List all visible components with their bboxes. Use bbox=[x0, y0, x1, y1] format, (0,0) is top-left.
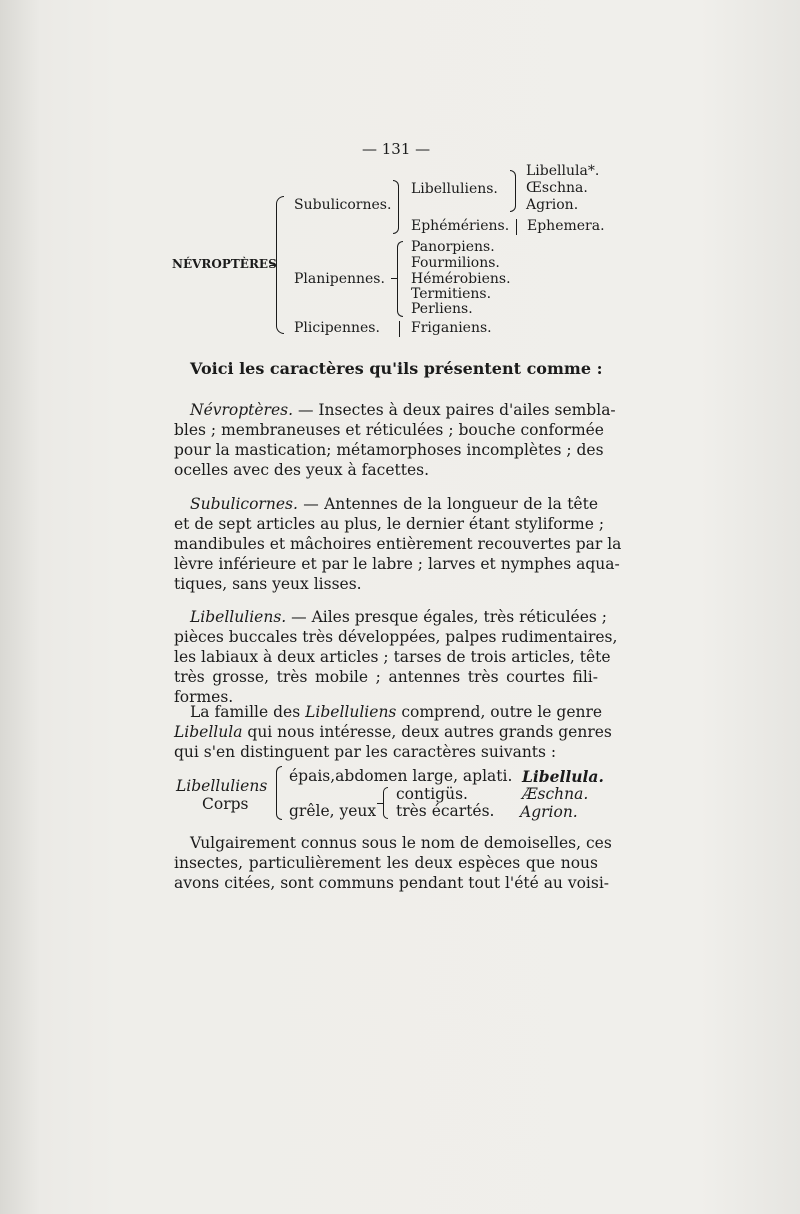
tree-ephemeriens: Ephémériens. bbox=[411, 218, 510, 234]
tree-planipennes: Planipennes. bbox=[294, 271, 385, 287]
paragraph-line bbox=[190, 494, 598, 515]
paragraph-line: insectes, particulièrement les deux espèces que nous bbox=[174, 854, 598, 872]
paragraph-line: formes. bbox=[174, 688, 234, 706]
key-yeux-brace-point bbox=[377, 803, 383, 804]
term-libelluliens: Libelluliens. bbox=[190, 608, 287, 626]
key-left-brace bbox=[276, 766, 282, 820]
line-text: — Insectes à deux paires d'ailes sembla- bbox=[297, 401, 616, 419]
ephemeriens-bar bbox=[516, 219, 517, 235]
paragraph-line bbox=[190, 702, 603, 723]
tree-perliens: Perliens. bbox=[411, 301, 473, 317]
key-yeux-brace bbox=[383, 787, 388, 819]
line-text: qui nous intéresse, deux autres grands genres bbox=[247, 723, 612, 741]
root-brace-point bbox=[270, 265, 276, 266]
plicipennes-bar bbox=[399, 321, 400, 337]
line-text: comprend, outre le genre bbox=[401, 703, 603, 721]
paragraph-line: ocelles avec des yeux à facettes. bbox=[174, 461, 430, 479]
term-libelluliens-inline: Libelluliens bbox=[305, 703, 397, 721]
paragraph-line: Vulgairement connus sous le nom de demoiselles, ces bbox=[190, 834, 612, 852]
tree-libelluliens: Libelluliens. bbox=[411, 181, 498, 197]
tree-genus-libellula: Libellula*. bbox=[526, 163, 600, 179]
tree-genus-oeschna: Œschna. bbox=[526, 180, 588, 196]
paragraph-line: mandibules et mâchoires entièrement recouvertes par la bbox=[174, 535, 622, 553]
key-row-grele: grêle, yeux bbox=[289, 802, 377, 820]
paragraph-line: lèvre inférieure et par le labre ; larves et nymphes aqua- bbox=[174, 555, 620, 573]
line-text: — Antennes de la longueur de la tête bbox=[303, 495, 598, 513]
line-text: — Ailes presque égales, très réticulées ; bbox=[291, 608, 607, 626]
paragraph-line: tiques, sans yeux lisses. bbox=[174, 575, 362, 593]
tree-genus-agrion: Agrion. bbox=[526, 197, 579, 213]
key-genus-agrion: Agrion. bbox=[520, 803, 578, 821]
paragraph-line: et de sept articles au plus, le dernier étant styliforme ; bbox=[174, 515, 605, 533]
key-libelluliens: Libelluliens bbox=[176, 777, 268, 795]
tree-ephemera: Ephemera. bbox=[527, 218, 605, 234]
tree-termitiens: Termitiens. bbox=[411, 286, 492, 302]
page-number: — 131 — bbox=[362, 140, 431, 158]
key-genus-aeschna: Æschna. bbox=[522, 785, 589, 803]
paragraph-line bbox=[190, 400, 616, 421]
paragraph-line: pour la mastication; métamorphoses incomplètes ; des bbox=[174, 441, 604, 459]
key-row-contigus: contigüs. bbox=[396, 785, 468, 803]
key-corps: Corps bbox=[202, 795, 249, 813]
tree-plicipennes: Plicipennes. bbox=[294, 320, 380, 336]
root-brace bbox=[276, 196, 284, 334]
term-nevropteres: Névroptères. bbox=[190, 401, 294, 419]
tree-panorpiens: Panorpiens. bbox=[411, 239, 495, 255]
tree-subulicornes: Subulicornes. bbox=[294, 197, 392, 213]
term-libellula-inline: Libellula bbox=[174, 723, 243, 741]
tree-friganiens: Friganiens. bbox=[411, 320, 492, 336]
tree-hemerobiens: Hémérobiens. bbox=[411, 271, 511, 287]
paragraph-line: les labiaux à deux articles ; tarses de trois articles, tête bbox=[174, 648, 611, 666]
paragraph-line: avons citées, sont communs pendant tout l'été au voisi- bbox=[174, 874, 610, 892]
tree-root-nevropteres: NÉVROPTÈRES bbox=[172, 257, 277, 271]
paragraph-line: qui s'en distinguent par les caractères suivants : bbox=[174, 743, 557, 761]
libelluliens-brace bbox=[510, 170, 516, 212]
key-genus-libellula: Libellula. bbox=[522, 767, 604, 786]
paragraph-line: pièces buccales très développées, palpes rudimentaires, bbox=[174, 628, 618, 646]
subulicornes-brace bbox=[393, 180, 399, 234]
term-subulicornes: Subulicornes. bbox=[190, 495, 298, 513]
tree-fourmilions: Fourmilions. bbox=[411, 255, 500, 271]
planipennes-brace bbox=[397, 241, 403, 317]
key-row-epais: épais,abdomen large, aplati. bbox=[289, 767, 513, 785]
key-row-tres-ecartes: très écartés. bbox=[396, 802, 495, 820]
paragraph-line bbox=[174, 722, 612, 743]
intro-sentence: Voici les caractères qu'ils présentent comme : bbox=[190, 359, 603, 378]
paragraph-line bbox=[190, 607, 607, 628]
paragraph-line: bles ; membraneuses et réticulées ; bouche conformée bbox=[174, 421, 604, 439]
line-text: La famille des bbox=[190, 703, 301, 721]
planipennes-brace-point bbox=[391, 278, 397, 279]
paragraph-line: très grosse, très mobile ; antennes très courtes fili- bbox=[174, 668, 598, 686]
